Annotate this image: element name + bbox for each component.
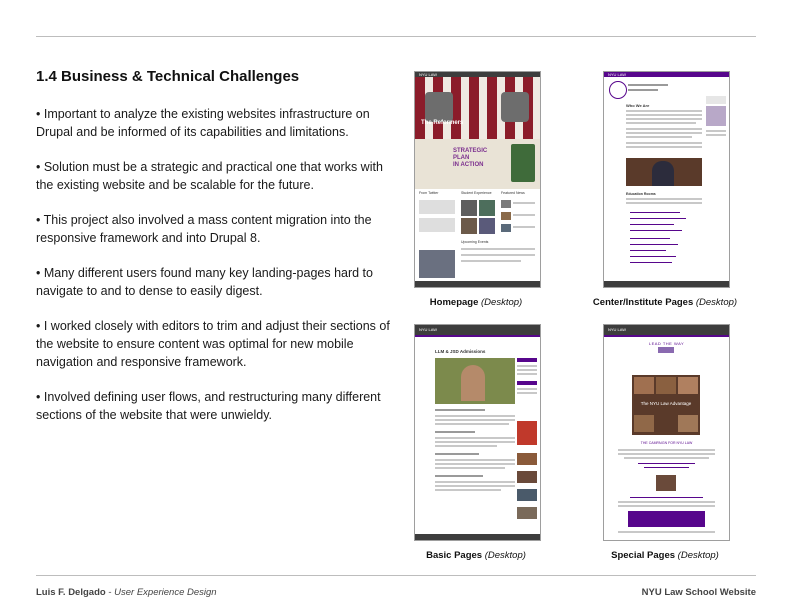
text-line [626,118,702,120]
col-heading: From Twitter [419,191,439,195]
logo: NYU LAW [608,72,627,77]
col-heading: Student Experience [461,191,492,195]
lead-text: LEAD THE WAY [648,341,685,346]
accent-bar [604,335,729,337]
promo-photo [517,471,537,483]
logo: NYU LAW [608,327,627,332]
text-line [435,467,505,469]
link-line [644,467,689,468]
caption-bold: Center/Institute Pages [592,297,694,308]
event-line [461,260,521,262]
video-tile [656,377,676,394]
text-line [626,202,702,204]
text-line [626,132,702,134]
special-page-screenshot [603,324,730,541]
tweet-block [419,218,455,232]
link-line [630,224,674,225]
banner-line: STRATEGIC [453,148,488,154]
tile [479,218,495,234]
news-line [513,202,535,204]
video-tile [678,377,698,394]
sidebar-box [706,106,726,126]
news-line [513,226,535,228]
news-thumb [501,212,511,220]
caption-italic: (Desktop) [484,550,526,561]
homepage-caption [391,297,561,308]
hero-text: The NYU Law Advantage [640,401,692,406]
bullet-item: • Solution must be a strategic and practical one that works with the existing website and be scalable for the future. [36,160,383,192]
text-line [626,110,702,112]
text-line [435,423,509,425]
separator: - [105,587,115,598]
text-line [435,437,515,439]
footer-bar [415,534,540,540]
bullet-list [36,105,396,441]
tweet-block [419,200,455,214]
text-line [435,485,515,487]
text-line [435,441,515,443]
page-heading: LLM & JSD Admissions [435,349,486,354]
section-heading: Who We Are [626,103,650,108]
text-line [626,146,702,148]
sidebar-line [517,373,537,375]
video-tile [634,377,654,394]
sidebar-line [517,369,537,371]
text-line [435,489,501,491]
promo-photo [517,453,537,465]
link-line [630,256,676,257]
text-line [618,449,715,451]
section-text: THE CAMPAIGN FOR NYU LAW [640,441,693,445]
link-line [630,218,686,219]
slide-title: 1.4 Business & Technical Challenges [36,68,300,85]
homepage-screenshot [414,71,541,288]
special-caption [580,550,750,561]
text-line [626,136,692,138]
sub-heading: Education Rooms [626,192,656,196]
logo: NYU LAW [419,327,438,332]
sidebar-header [517,358,537,362]
caption-bold: Basic Pages [426,550,483,561]
center-title-line [628,89,658,91]
text-line [618,453,715,455]
caption-italic: (Desktop) [677,550,719,561]
basic-page-screenshot [414,324,541,541]
text-line [435,419,515,421]
hero-text: The Reformers [421,120,464,126]
logo-mark [658,347,674,353]
sidebar-line [517,388,537,390]
bullet-item: • This project also involved a mass content migration into the responsive framework and into Drupal 8. [36,213,372,245]
link-line [638,463,695,464]
banner-line: IN ACTION [453,162,484,168]
sidebar-line [517,392,537,394]
bullet-item: • Important to analyze the existing websites infrastructure on Drupal and be informed of its capabilities and limitations. [36,107,370,139]
caption-bold: Homepage [429,297,479,308]
text-line [435,459,515,461]
person-silhouette [652,161,674,186]
center-institute-screenshot [603,71,730,288]
sidebar-header [517,381,537,385]
news-thumb [501,200,511,208]
col-heading: Featured News [501,191,525,195]
text-line [626,198,702,200]
sub-heading-line [435,453,479,455]
promo-photo [517,489,537,501]
link-line [630,230,682,231]
center-caption [580,297,750,308]
bullet-item: • Involved defining user flows, and restructuring many different sections of the website that were unwieldy. [36,390,381,422]
news-thumb [501,224,511,232]
sidebar-line [706,134,726,136]
bullet-item: • I worked closely with editors to trim and adjust their sections of the website to ensure content was optimal for new mobile navigation and responsive framework. [36,319,390,369]
caption-italic: (Desktop) [481,297,523,308]
news-line [513,214,535,216]
text-line [435,463,515,465]
top-rule [36,36,756,37]
tile [479,200,495,216]
link-line [630,244,678,245]
footer-bar [415,281,540,287]
center-seal [609,81,627,99]
sidebar-line [517,365,537,367]
event-line [461,248,535,250]
hero-hands [425,92,453,122]
photo [419,250,455,278]
caption-italic: (Desktop) [695,297,738,308]
text-line [626,122,696,124]
author-role: User Experience Design [114,587,217,598]
link-line [630,262,672,263]
accent-bar [415,335,540,337]
sub-heading-line [435,409,485,411]
text-line [618,501,715,503]
portrait [511,144,535,182]
col-heading: Upcoming Events [461,240,489,244]
footer-bar [604,281,729,287]
promo-box [517,421,537,445]
text-line [626,128,702,130]
promo-photo [517,507,537,519]
sidebar-box [706,96,726,104]
text-line [624,457,709,459]
banner-text [453,148,487,169]
text-line [435,445,497,447]
basic-caption [391,550,561,561]
portrait [656,475,676,491]
link-line [630,497,703,498]
text-line [618,531,715,533]
text-line [626,142,702,144]
tile [461,200,477,216]
hero-hands [501,92,529,122]
bullet-item: • Many different users found many key landing-pages hard to navigate to and to dense to easily digest. [36,266,373,298]
banner-line: PLAN [453,155,470,161]
bottom-rule [36,575,756,576]
person [461,365,485,401]
text-line [626,114,702,116]
text-line [435,415,515,417]
text-line [618,505,715,507]
logo: NYU LAW [419,72,438,77]
video-tile [634,415,654,432]
footer-project: NYU Law School Website [641,587,756,598]
cta-banner [628,511,705,527]
tile [461,218,477,234]
link-line [630,250,666,251]
text-line [435,481,515,483]
sidebar-line [706,130,726,132]
video-tile [678,415,698,432]
sub-heading-line [435,475,483,477]
link-line [630,212,680,213]
footer-author [36,587,217,598]
sub-heading-line [435,431,475,433]
event-line [461,254,535,256]
caption-bold: Special Pages [611,550,676,561]
link-line [630,238,670,239]
author-name: Luis F. Delgado [36,587,106,598]
center-title-line [628,84,668,86]
